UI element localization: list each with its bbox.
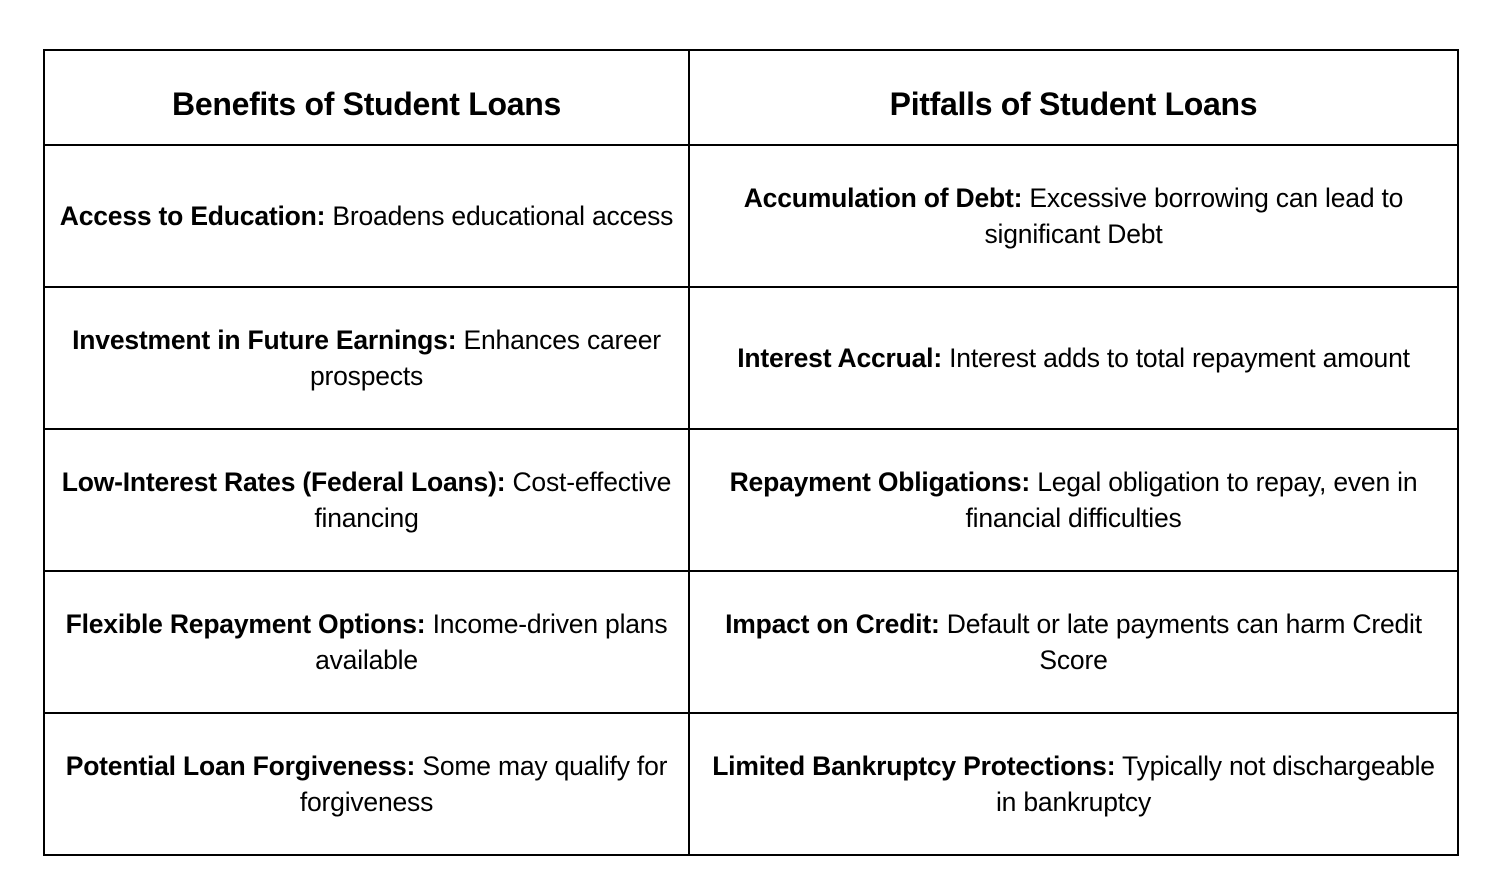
pitfall-cell — [689, 429, 1458, 571]
table-row — [44, 713, 1458, 855]
benefit-term: Potential Loan Forgiveness: — [65, 751, 416, 781]
benefit-cell — [44, 429, 689, 571]
header-benefits: Benefits of Student Loans — [44, 50, 689, 145]
benefit-cell — [44, 287, 689, 429]
benefit-term: Flexible Repayment Options: — [65, 609, 426, 639]
comparison-table — [43, 49, 1459, 856]
benefit-cell — [44, 145, 689, 287]
pitfall-term: Repayment Obligations: — [729, 467, 1031, 497]
header-pitfalls: Pitfalls of Student Loans — [689, 50, 1458, 145]
benefit-term: Investment in Future Earnings: — [72, 325, 457, 355]
pitfall-cell — [689, 713, 1458, 855]
benefit-desc: Some may qualify for forgiveness — [299, 751, 668, 817]
pitfall-desc: Excessive borrowing can lead to significant Debt — [984, 183, 1404, 249]
pitfall-cell — [689, 287, 1458, 429]
table-row — [44, 145, 1458, 287]
pitfall-term: Accumulation of Debt: — [743, 183, 1023, 213]
pitfall-desc: Typically not dischargeable in bankruptcy — [995, 751, 1435, 817]
benefit-desc: Income-driven plans available — [315, 609, 668, 675]
pitfall-desc: Legal obligation to repay, even in financial difficulties — [965, 467, 1418, 533]
benefit-desc: Enhances career prospects — [309, 325, 661, 391]
table-row — [44, 571, 1458, 713]
pitfall-term: Limited Bankruptcy Protections: — [712, 751, 1116, 781]
header-row — [44, 50, 1458, 145]
pitfall-desc: Interest adds to total repayment amount — [949, 343, 1410, 373]
pitfall-cell — [689, 571, 1458, 713]
table-row — [44, 287, 1458, 429]
table-row — [44, 429, 1458, 571]
benefit-desc: Cost-effective financing — [314, 467, 672, 533]
pitfall-desc: Default or late payments can harm Credit Score — [946, 609, 1422, 675]
benefit-cell — [44, 713, 689, 855]
benefit-cell — [44, 571, 689, 713]
benefit-term: Access to Education: — [59, 201, 326, 231]
pitfall-term: Interest Accrual: — [737, 343, 942, 373]
benefit-term: Low-Interest Rates (Federal Loans): — [61, 467, 506, 497]
pitfall-term: Impact on Credit: — [725, 609, 940, 639]
benefit-desc: Broadens educational access — [332, 201, 674, 231]
pitfall-cell — [689, 145, 1458, 287]
